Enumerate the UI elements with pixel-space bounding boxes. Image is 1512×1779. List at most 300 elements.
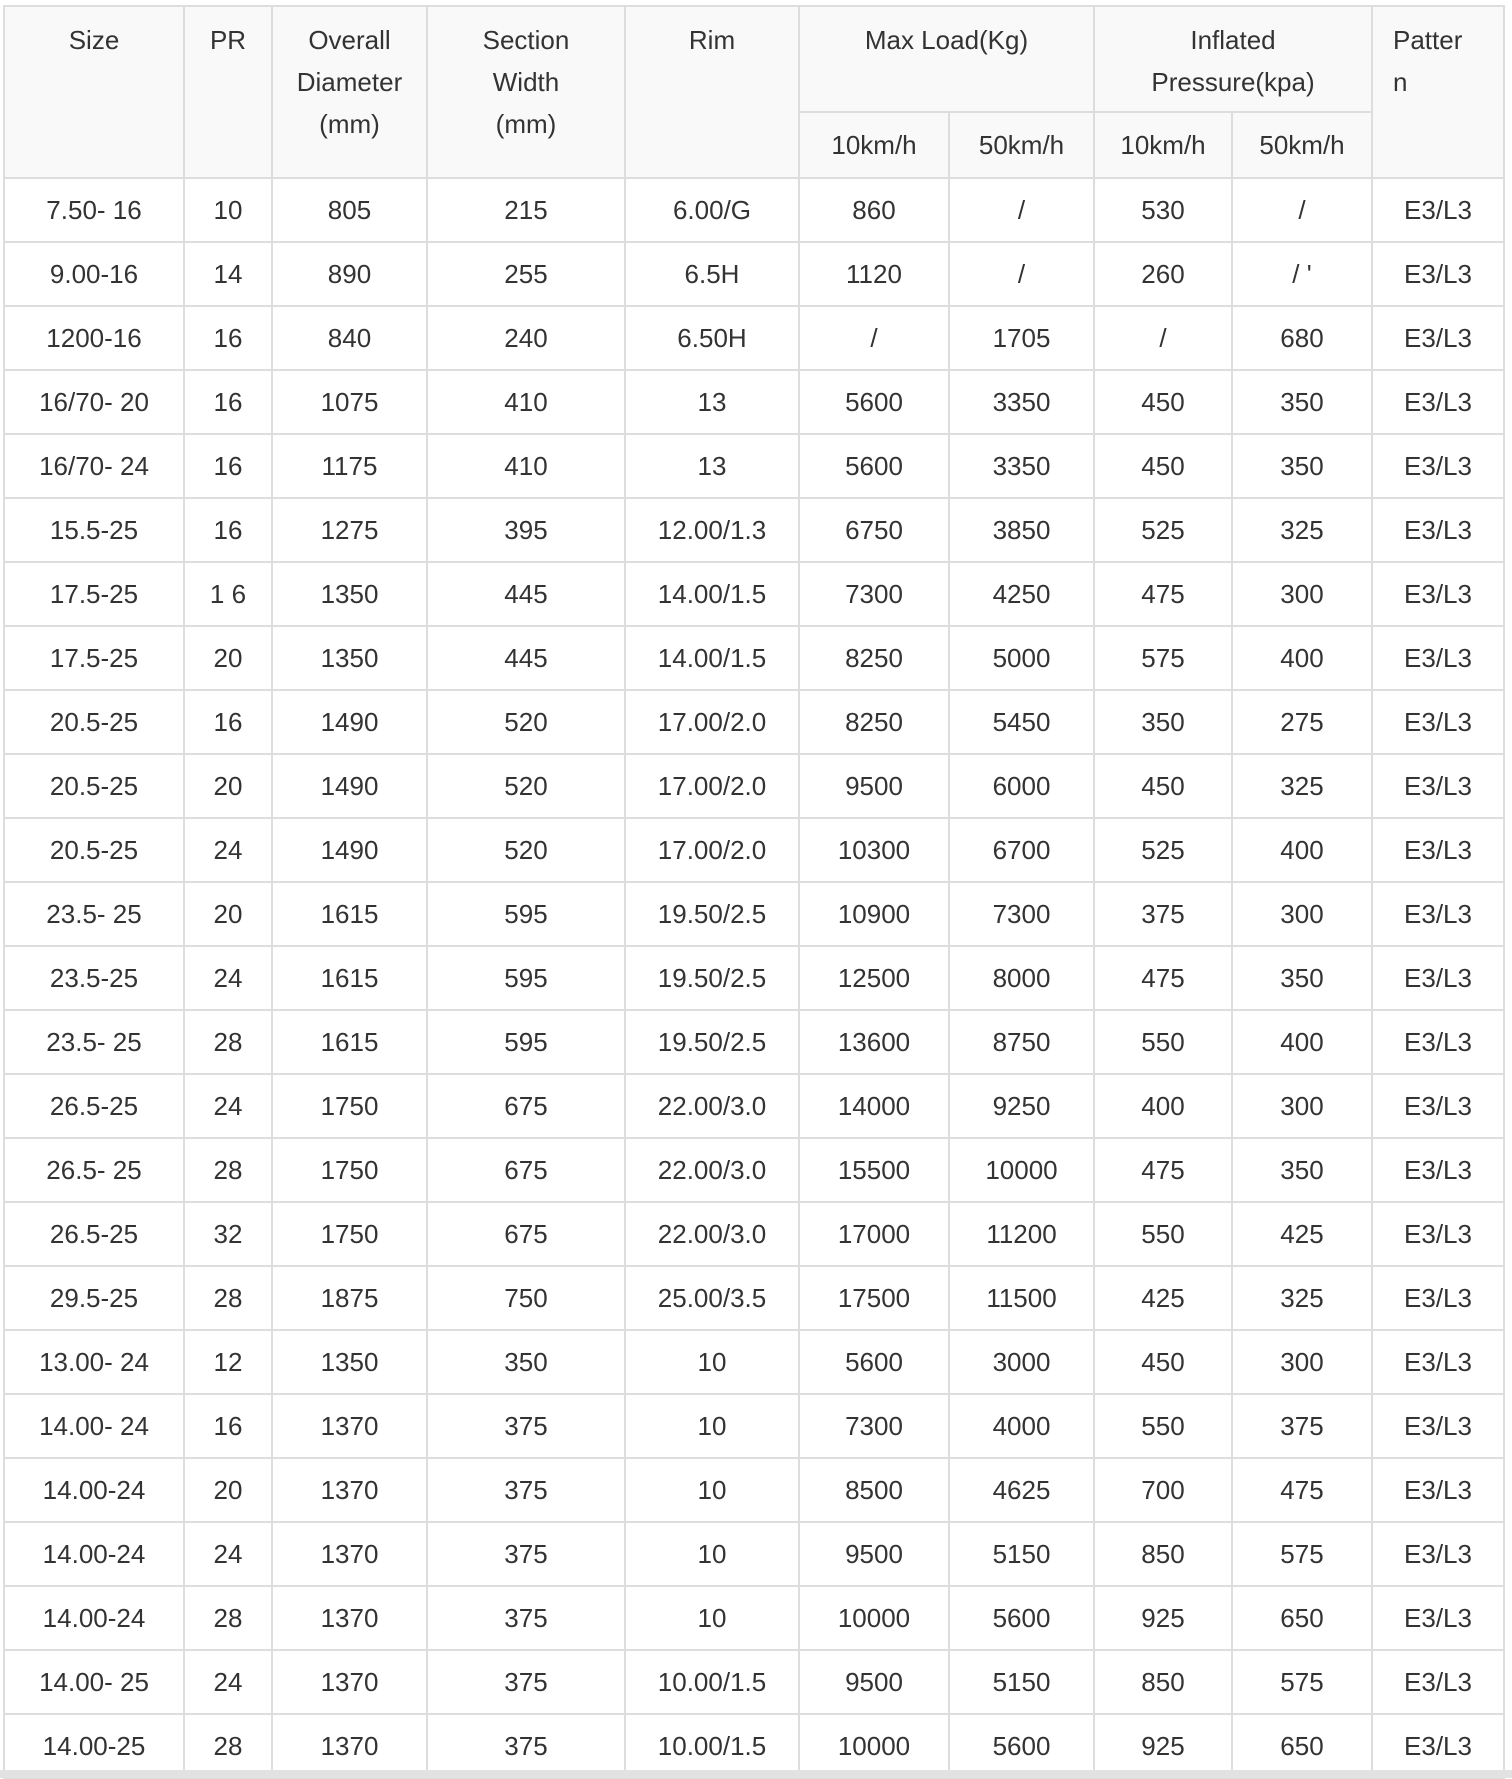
cell-overall-diameter: 1750 [272,1138,427,1202]
header-width-line3: (mm) [495,109,557,139]
cell-load-50kmh: 5450 [949,690,1094,754]
cell-overall-diameter: 1370 [272,1458,427,1522]
cell-pressure-10kmh: 530 [1094,178,1232,242]
cell-section-width: 375 [427,1522,625,1586]
cell-section-width: 410 [427,370,625,434]
cell-section-width: 595 [427,1010,625,1074]
cell-load-50kmh: 11500 [949,1266,1094,1330]
cell-pr: 24 [184,818,272,882]
table-header [4,6,1504,178]
cell-rim: 10 [625,1586,799,1650]
cell-pressure-10kmh: 575 [1094,626,1232,690]
cell-load-50kmh: 9250 [949,1074,1094,1138]
cell-load-50kmh: / [949,178,1094,242]
cell-size: 14.00- 24 [4,1394,184,1458]
cell-pressure-50kmh: / [1232,178,1372,242]
cell-size: 16/70- 24 [4,434,184,498]
cell-load-50kmh: 4625 [949,1458,1094,1522]
cell-section-width: 255 [427,242,625,306]
cell-pressure-50kmh: 650 [1232,1586,1372,1650]
cell-pattern: E3/L3 [1372,1138,1504,1202]
cell-rim: 17.00/2.0 [625,690,799,754]
cell-size: 20.5-25 [4,690,184,754]
cell-pressure-50kmh: 400 [1232,818,1372,882]
cell-rim: 13 [625,434,799,498]
cell-overall-diameter: 805 [272,178,427,242]
cell-section-width: 445 [427,626,625,690]
table-row [4,1202,1504,1266]
cell-load-10kmh: 9500 [799,754,949,818]
cell-size: 14.00-25 [4,1714,184,1778]
header-pressure-10kmh [1094,112,1232,178]
cell-size: 23.5-25 [4,946,184,1010]
cell-load-10kmh: 17000 [799,1202,949,1266]
cell-rim: 6.00/G [625,178,799,242]
cell-pr: 20 [184,882,272,946]
cell-load-10kmh: 5600 [799,434,949,498]
header-load-10kmh [799,112,949,178]
cell-pattern: E3/L3 [1372,1202,1504,1266]
cell-pressure-10kmh: 450 [1094,434,1232,498]
cell-pressure-50kmh: 650 [1232,1714,1372,1778]
cell-pattern: E3/L3 [1372,1586,1504,1650]
cell-pattern: E3/L3 [1372,242,1504,306]
table-body [4,178,1504,1778]
cell-pressure-50kmh: 575 [1232,1650,1372,1714]
cell-pr: 28 [184,1010,272,1074]
cell-rim: 17.00/2.0 [625,754,799,818]
cell-load-10kmh: 10000 [799,1714,949,1778]
cell-pressure-10kmh: 850 [1094,1650,1232,1714]
cell-rim: 10 [625,1458,799,1522]
cell-pattern: E3/L3 [1372,1458,1504,1522]
table-row [4,882,1504,946]
cell-load-50kmh: 7300 [949,882,1094,946]
cell-pattern: E3/L3 [1372,370,1504,434]
cell-section-width: 520 [427,754,625,818]
cell-pr: 20 [184,626,272,690]
cell-pressure-50kmh: 350 [1232,946,1372,1010]
cell-pressure-10kmh: 450 [1094,1330,1232,1394]
header-rim-label: Rim [688,25,736,55]
header-pressure-50kmh-label: 50km/h [1259,130,1345,160]
cell-pr: 16 [184,1394,272,1458]
cell-pressure-10kmh: 850 [1094,1522,1232,1586]
cell-load-10kmh: 10900 [799,882,949,946]
header-pr-label: PR [209,25,247,55]
cell-pressure-10kmh: 375 [1094,882,1232,946]
cell-pressure-50kmh: 375 [1232,1394,1372,1458]
table-row [4,562,1504,626]
cell-pressure-50kmh: 300 [1232,1330,1372,1394]
cell-section-width: 750 [427,1266,625,1330]
header-max-load-label: Max Load(Kg) [864,25,1029,55]
header-pattern-line1: Patter [1393,25,1463,55]
cell-size: 14.00-24 [4,1522,184,1586]
cell-load-50kmh: 11200 [949,1202,1094,1266]
cell-pr: 28 [184,1586,272,1650]
cell-overall-diameter: 1615 [272,946,427,1010]
header-pattern-line2: n [1393,67,1408,97]
header-width-line2: Width [492,67,560,97]
cell-pr: 16 [184,690,272,754]
cell-load-10kmh: 17500 [799,1266,949,1330]
cell-pressure-10kmh: 425 [1094,1266,1232,1330]
cell-size: 14.00- 25 [4,1650,184,1714]
cell-rim: 12.00/1.3 [625,498,799,562]
cell-pressure-50kmh: 325 [1232,1266,1372,1330]
cell-load-50kmh: 10000 [949,1138,1094,1202]
cell-section-width: 520 [427,818,625,882]
cell-load-50kmh: 6000 [949,754,1094,818]
cell-section-width: 240 [427,306,625,370]
cell-overall-diameter: 1075 [272,370,427,434]
cell-pattern: E3/L3 [1372,1266,1504,1330]
cell-section-width: 395 [427,498,625,562]
cell-pressure-50kmh: 300 [1232,562,1372,626]
tire-spec-table [3,5,1505,1779]
cell-section-width: 445 [427,562,625,626]
cell-overall-diameter: 1370 [272,1714,427,1778]
cell-pressure-50kmh: 325 [1232,754,1372,818]
cell-pr: 16 [184,498,272,562]
table-row [4,946,1504,1010]
cell-pressure-10kmh: 475 [1094,946,1232,1010]
cell-overall-diameter: 1370 [272,1522,427,1586]
cell-pattern: E3/L3 [1372,562,1504,626]
cell-pattern: E3/L3 [1372,434,1504,498]
cell-section-width: 675 [427,1202,625,1266]
cell-rim: 19.50/2.5 [625,946,799,1010]
cell-pressure-10kmh: 525 [1094,818,1232,882]
cell-pattern: E3/L3 [1372,1650,1504,1714]
cell-pr: 16 [184,370,272,434]
header-max-load [799,6,1094,112]
cell-pressure-10kmh: 400 [1094,1074,1232,1138]
cell-pattern: E3/L3 [1372,626,1504,690]
cell-section-width: 375 [427,1586,625,1650]
cell-size: 20.5-25 [4,818,184,882]
cell-overall-diameter: 1370 [272,1394,427,1458]
cell-pattern: E3/L3 [1372,1714,1504,1778]
cell-overall-diameter: 1490 [272,818,427,882]
cell-pressure-50kmh: 680 [1232,306,1372,370]
cell-rim: 14.00/1.5 [625,626,799,690]
cell-rim: 10.00/1.5 [625,1714,799,1778]
cell-load-50kmh: / [949,242,1094,306]
header-pressure-line1: Inflated [1190,25,1276,55]
cell-rim: 22.00/3.0 [625,1202,799,1266]
cell-pressure-50kmh: 425 [1232,1202,1372,1266]
header-pattern [1372,6,1504,178]
cell-load-10kmh: 14000 [799,1074,949,1138]
cell-size: 15.5-25 [4,498,184,562]
header-pressure-10kmh-label: 10km/h [1120,130,1206,160]
cell-pattern: E3/L3 [1372,690,1504,754]
cell-load-10kmh: 7300 [799,1394,949,1458]
table-row [4,1010,1504,1074]
table-row [4,1714,1504,1778]
cell-pressure-50kmh: / ' [1232,242,1372,306]
table-row [4,1138,1504,1202]
cell-section-width: 595 [427,882,625,946]
cell-size: 7.50- 16 [4,178,184,242]
header-size [4,6,184,178]
header-overall-diameter [272,6,427,178]
cell-section-width: 410 [427,434,625,498]
cell-rim: 6.50H [625,306,799,370]
cell-pressure-10kmh: 550 [1094,1394,1232,1458]
cell-load-50kmh: 5600 [949,1714,1094,1778]
cell-overall-diameter: 1350 [272,626,427,690]
cell-load-10kmh: 860 [799,178,949,242]
cell-overall-diameter: 1615 [272,882,427,946]
header-load-10kmh-label: 10km/h [831,130,917,160]
cell-load-50kmh: 4000 [949,1394,1094,1458]
cell-overall-diameter: 1275 [272,498,427,562]
cell-pr: 28 [184,1138,272,1202]
cell-overall-diameter: 1615 [272,1010,427,1074]
cell-pattern: E3/L3 [1372,306,1504,370]
cell-rim: 22.00/3.0 [625,1074,799,1138]
table-row [4,818,1504,882]
header-inflated-pressure [1094,6,1372,112]
cell-size: 23.5- 25 [4,882,184,946]
cell-load-10kmh: 8500 [799,1458,949,1522]
tire-spec-table-container [3,5,1503,1779]
header-diameter-line3: (mm) [319,109,380,139]
cell-rim: 19.50/2.5 [625,882,799,946]
table-row [4,434,1504,498]
cell-rim: 19.50/2.5 [625,1010,799,1074]
cell-pressure-50kmh: 350 [1232,1138,1372,1202]
cell-load-10kmh: 10000 [799,1586,949,1650]
cell-pressure-10kmh: 700 [1094,1458,1232,1522]
cell-load-10kmh: 7300 [799,562,949,626]
cell-section-width: 350 [427,1330,625,1394]
header-pressure-line2: Pressure(kpa) [1151,67,1315,97]
cell-pr: 12 [184,1330,272,1394]
cell-load-50kmh: 5600 [949,1586,1094,1650]
cell-overall-diameter: 1370 [272,1586,427,1650]
cell-rim: 22.00/3.0 [625,1138,799,1202]
cell-pr: 14 [184,242,272,306]
cell-section-width: 675 [427,1138,625,1202]
cell-size: 26.5-25 [4,1202,184,1266]
cell-load-50kmh: 4250 [949,562,1094,626]
header-load-50kmh [949,112,1094,178]
cell-overall-diameter: 1750 [272,1202,427,1266]
table-row [4,1394,1504,1458]
cell-load-10kmh: / [799,306,949,370]
cell-pr: 28 [184,1714,272,1778]
table-row [4,242,1504,306]
cell-size: 16/70- 20 [4,370,184,434]
cell-load-10kmh: 15500 [799,1138,949,1202]
cell-load-10kmh: 6750 [799,498,949,562]
cell-pressure-10kmh: 450 [1094,754,1232,818]
cell-load-10kmh: 5600 [799,370,949,434]
cell-size: 14.00-24 [4,1458,184,1522]
cell-overall-diameter: 1490 [272,754,427,818]
cell-pressure-10kmh: 550 [1094,1202,1232,1266]
cell-overall-diameter: 890 [272,242,427,306]
cell-pressure-10kmh: / [1094,306,1232,370]
cell-pr: 16 [184,306,272,370]
table-row [4,498,1504,562]
cell-overall-diameter: 1490 [272,690,427,754]
table-row [4,1458,1504,1522]
cell-rim: 13 [625,370,799,434]
cell-load-50kmh: 8000 [949,946,1094,1010]
cell-size: 14.00-24 [4,1586,184,1650]
header-row-top [4,6,1504,112]
header-load-50kmh-label: 50km/h [978,130,1065,160]
cell-rim: 14.00/1.5 [625,562,799,626]
table-row [4,1522,1504,1586]
cell-pressure-50kmh: 350 [1232,370,1372,434]
cell-pattern: E3/L3 [1372,1010,1504,1074]
cell-size: 17.5-25 [4,562,184,626]
cell-pattern: E3/L3 [1372,754,1504,818]
cell-pattern: E3/L3 [1372,1330,1504,1394]
cell-pressure-50kmh: 400 [1232,1010,1372,1074]
cell-size: 1200-16 [4,306,184,370]
table-row [4,690,1504,754]
cell-pr: 24 [184,1074,272,1138]
cell-pr: 28 [184,1266,272,1330]
cell-load-10kmh: 8250 [799,690,949,754]
table-row [4,1650,1504,1714]
cell-pressure-50kmh: 475 [1232,1458,1372,1522]
cell-pressure-50kmh: 325 [1232,498,1372,562]
header-diameter-line1: Overall [308,25,391,55]
cell-overall-diameter: 1875 [272,1266,427,1330]
cell-pattern: E3/L3 [1372,1394,1504,1458]
table-row [4,1074,1504,1138]
cell-load-10kmh: 5600 [799,1330,949,1394]
cell-pressure-10kmh: 925 [1094,1586,1232,1650]
cell-load-10kmh: 8250 [799,626,949,690]
table-row [4,1266,1504,1330]
table-row [4,370,1504,434]
header-size-label: Size [68,25,120,55]
cell-rim: 6.5H [625,242,799,306]
cell-pressure-50kmh: 400 [1232,626,1372,690]
cell-pattern: E3/L3 [1372,1522,1504,1586]
cell-section-width: 375 [427,1650,625,1714]
cell-load-10kmh: 10300 [799,818,949,882]
bottom-divider [0,1770,1512,1778]
cell-load-50kmh: 1705 [949,306,1094,370]
cell-size: 29.5-25 [4,1266,184,1330]
cell-load-50kmh: 3350 [949,370,1094,434]
table-row [4,1586,1504,1650]
cell-rim: 17.00/2.0 [625,818,799,882]
cell-pr: 24 [184,1522,272,1586]
cell-section-width: 375 [427,1394,625,1458]
cell-pr: 32 [184,1202,272,1266]
cell-pattern: E3/L3 [1372,946,1504,1010]
table-row [4,626,1504,690]
header-diameter-line2: Diameter [296,67,403,97]
header-rim [625,6,799,178]
cell-pressure-10kmh: 525 [1094,498,1232,562]
cell-pr: 16 [184,434,272,498]
cell-section-width: 595 [427,946,625,1010]
cell-pressure-50kmh: 275 [1232,690,1372,754]
cell-pressure-50kmh: 575 [1232,1522,1372,1586]
cell-rim: 10 [625,1522,799,1586]
cell-overall-diameter: 1370 [272,1650,427,1714]
cell-pr: 10 [184,178,272,242]
cell-pr: 24 [184,946,272,1010]
cell-size: 9.00-16 [4,242,184,306]
cell-pressure-50kmh: 300 [1232,882,1372,946]
cell-load-10kmh: 13600 [799,1010,949,1074]
cell-pressure-10kmh: 475 [1094,1138,1232,1202]
cell-load-50kmh: 8750 [949,1010,1094,1074]
header-pressure-50kmh [1232,112,1372,178]
cell-load-50kmh: 3850 [949,498,1094,562]
cell-section-width: 520 [427,690,625,754]
cell-overall-diameter: 1750 [272,1074,427,1138]
cell-overall-diameter: 1350 [272,562,427,626]
cell-pressure-10kmh: 350 [1094,690,1232,754]
cell-size: 17.5-25 [4,626,184,690]
table-row [4,178,1504,242]
cell-pr: 20 [184,1458,272,1522]
cell-load-50kmh: 6700 [949,818,1094,882]
table-row [4,754,1504,818]
cell-pr: 1 6 [184,562,272,626]
cell-size: 26.5-25 [4,1074,184,1138]
cell-size: 13.00- 24 [4,1330,184,1394]
cell-overall-diameter: 840 [272,306,427,370]
cell-rim: 25.00/3.5 [625,1266,799,1330]
header-section-width [427,6,625,178]
cell-section-width: 215 [427,178,625,242]
cell-load-50kmh: 5000 [949,626,1094,690]
header-width-line1: Section [482,25,570,55]
cell-load-50kmh: 3350 [949,434,1094,498]
cell-pressure-50kmh: 350 [1232,434,1372,498]
cell-load-10kmh: 9500 [799,1650,949,1714]
cell-pr: 24 [184,1650,272,1714]
cell-load-50kmh: 3000 [949,1330,1094,1394]
cell-pressure-10kmh: 450 [1094,370,1232,434]
cell-section-width: 675 [427,1074,625,1138]
cell-load-10kmh: 1120 [799,242,949,306]
cell-rim: 10 [625,1330,799,1394]
cell-pressure-10kmh: 550 [1094,1010,1232,1074]
cell-pr: 20 [184,754,272,818]
cell-overall-diameter: 1350 [272,1330,427,1394]
cell-overall-diameter: 1175 [272,434,427,498]
cell-rim: 10.00/1.5 [625,1650,799,1714]
cell-size: 23.5- 25 [4,1010,184,1074]
cell-pattern: E3/L3 [1372,498,1504,562]
table-row [4,1330,1504,1394]
cell-load-10kmh: 9500 [799,1522,949,1586]
cell-section-width: 375 [427,1714,625,1778]
cell-pressure-10kmh: 475 [1094,562,1232,626]
table-row [4,306,1504,370]
cell-pattern: E3/L3 [1372,1074,1504,1138]
cell-pressure-10kmh: 925 [1094,1714,1232,1778]
cell-rim: 10 [625,1394,799,1458]
cell-load-50kmh: 5150 [949,1650,1094,1714]
